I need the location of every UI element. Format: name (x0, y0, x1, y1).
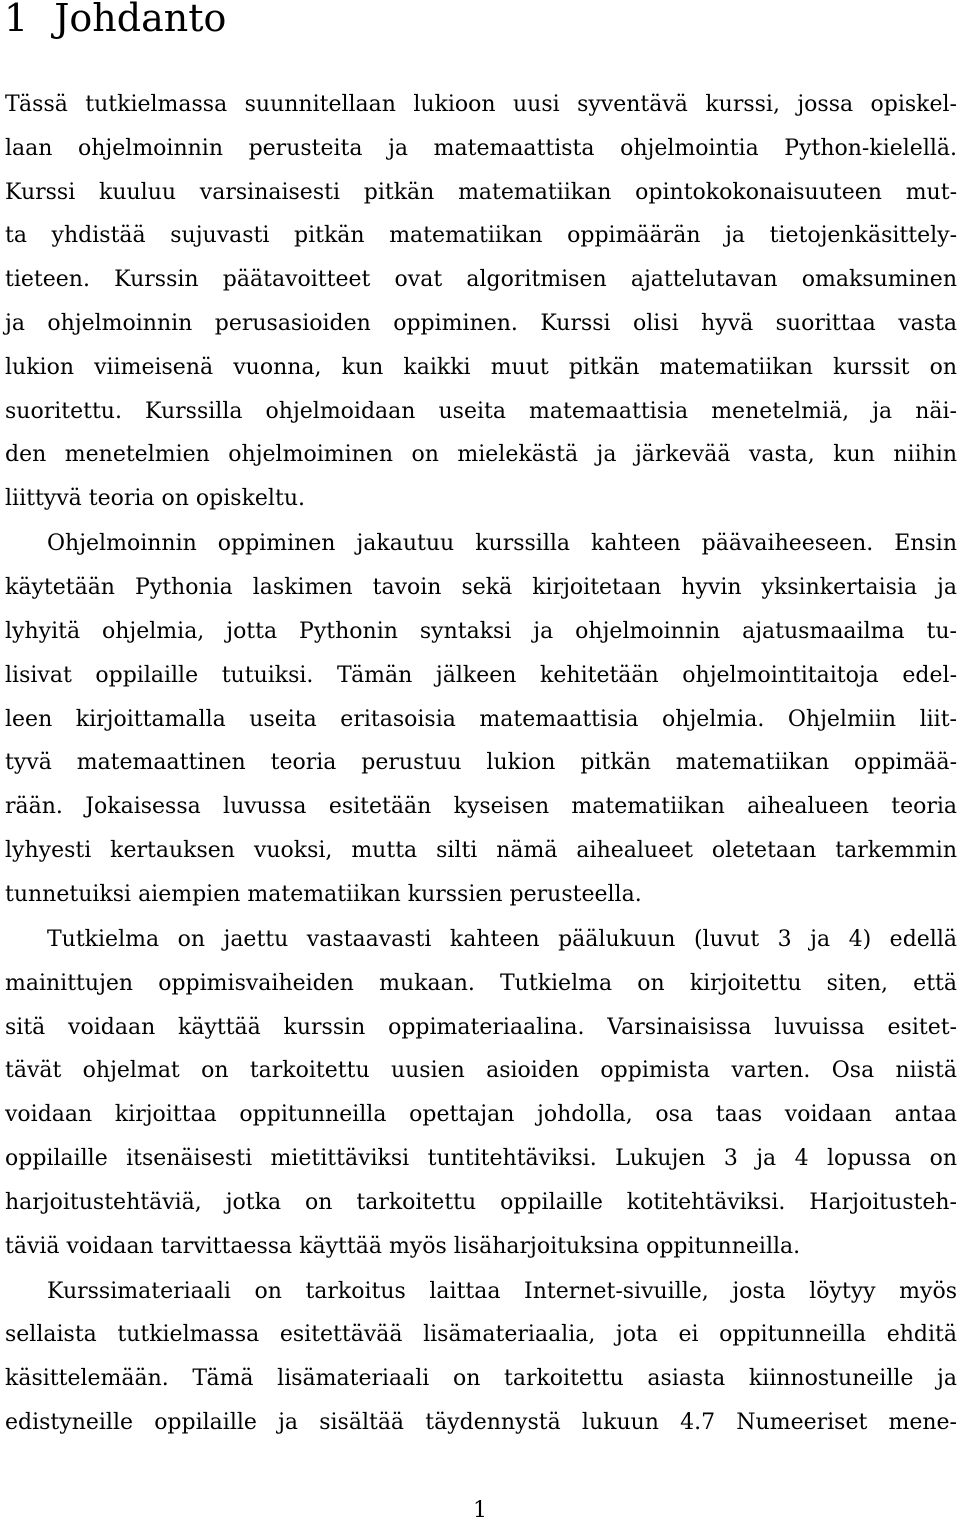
text-line: Tässä tutkielmassa suunnitellaan lukioon uusi syventävä kurssi, jossa opiskel- (5, 92, 957, 117)
text-line: suoritettu. Kurssilla ohjelmoidaan useita matemaattisia menetelmiä, ja näi- (5, 398, 957, 424)
page-number: 1 (473, 1498, 487, 1523)
text-line: ja ohjelmoinnin perusasioiden oppiminen. Kurssi olisi hyvä suorittaa vasta (5, 310, 957, 336)
text-line: käsittelemään. Tämä lisämateriaali on tarkoitettu asiasta kiinnostuneille ja (5, 1366, 957, 1392)
text-line: edistyneille oppilaille ja sisältää täydennystä lukuun 4.7 Numeeriset mene- (5, 1410, 957, 1436)
paragraph-1 (5, 83, 957, 521)
text-line: tävät ohjelmat on tarkoitettu uusien asioiden oppimista varten. Osa niistä (5, 1058, 957, 1084)
text-line: täviä voidaan tarvittaessa käyttää myös lisäharjoituksina oppitunneilla. (5, 1233, 801, 1259)
text-line: oppilaille itsenäisesti mietittäviksi tuntitehtäviksi. Lukujen 3 ja 4 lopussa on (5, 1145, 957, 1171)
text-line: leen kirjoittamalla useita eritasoisia matemaattisia ohjelmia. Ohjelmiin liit- (5, 706, 957, 732)
text-line: tunnetuiksi aiempien matematiikan kurssien perusteella. (5, 881, 642, 907)
text-line: sitä voidaan käyttää kurssin oppimateriaalina. Varsinaisissa luvuissa esitet- (5, 1014, 957, 1040)
text-line: tyvä matemaattinen teoria perustuu lukion pitkän matematiikan oppimää- (5, 750, 957, 776)
chapter-title: Johdanto (54, 0, 227, 40)
text-line: liittyvä teoria on opiskeltu. (5, 486, 305, 512)
text-line: tieteen. Kurssin päätavoitteet ovat algoritmisen ajattelutavan omaksuminen (5, 267, 957, 293)
text-line: lyhyesti kertauksen vuoksi, mutta silti nämä aihealueet oletetaan tarkemmin (5, 837, 957, 863)
paragraph-4 (5, 1270, 957, 1445)
text-line: sellaista tutkielmassa esitettävää lisämateriaalia, jota ei oppitunneilla ehditä (5, 1322, 957, 1348)
text-line: Ohjelmoinnin oppiminen jakautuu kurssilla kahteen päävaiheeseen. Ensin (47, 531, 957, 557)
text-line: lisivat oppilaille tutuiksi. Tämän jälkeen kehitetään ohjelmointitaitoja edel- (5, 662, 957, 688)
text-line: Kurssimateriaali on tarkoitus laittaa Internet-sivuille, josta löytyy myös (47, 1278, 957, 1304)
text-line: mainittujen oppimisvaiheiden mukaan. Tutkielma on kirjoitettu siten, että (5, 970, 957, 996)
paragraph-3 (5, 918, 957, 1268)
chapter-heading (4, 0, 226, 42)
text-line: Kurssi kuuluu varsinaisesti pitkän matematiikan opintokokonaisuuteen mut- (5, 179, 957, 205)
text-line: rään. Jokaisessa luvussa esitetään kyseisen matematiikan aihealueen teoria (5, 794, 957, 820)
text-line: ta yhdistää sujuvasti pitkän matematiikan oppimäärän ja tietojenkäsittely- (5, 223, 957, 249)
paragraph-2 (5, 522, 957, 916)
chapter-number: 1 (4, 0, 29, 40)
text-line: Tutkielma on jaettu vastaavasti kahteen päälukuun (luvut 3 ja 4) edellä (47, 926, 957, 952)
text-line: den menetelmien ohjelmoiminen on mielekästä ja järkevää vasta, kun niihin (5, 442, 957, 468)
text-line: käytetään Pythonia laskimen tavoin sekä kirjoitetaan hyvin yksinkertaisia ja (5, 575, 957, 601)
text-line: laan ohjelmoinnin perusteita ja matemaattista ohjelmointia Python-kielellä. (5, 135, 957, 161)
text-line: lukion viimeisenä vuonna, kun kaikki muut pitkän matematiikan kurssit on (5, 354, 957, 380)
body-text (5, 83, 957, 1445)
text-line: harjoitustehtäviä, jotka on tarkoitettu oppilaille kotitehtäviksi. Harjoitusteh- (5, 1189, 957, 1215)
text-line: voidaan kirjoittaa oppitunneilla opettajan johdolla, osa taas voidaan antaa (5, 1102, 957, 1128)
text-line: lyhyitä ohjelmia, jotta Pythonin syntaksi ja ohjelmoinnin ajatusmaailma tu- (5, 618, 957, 644)
